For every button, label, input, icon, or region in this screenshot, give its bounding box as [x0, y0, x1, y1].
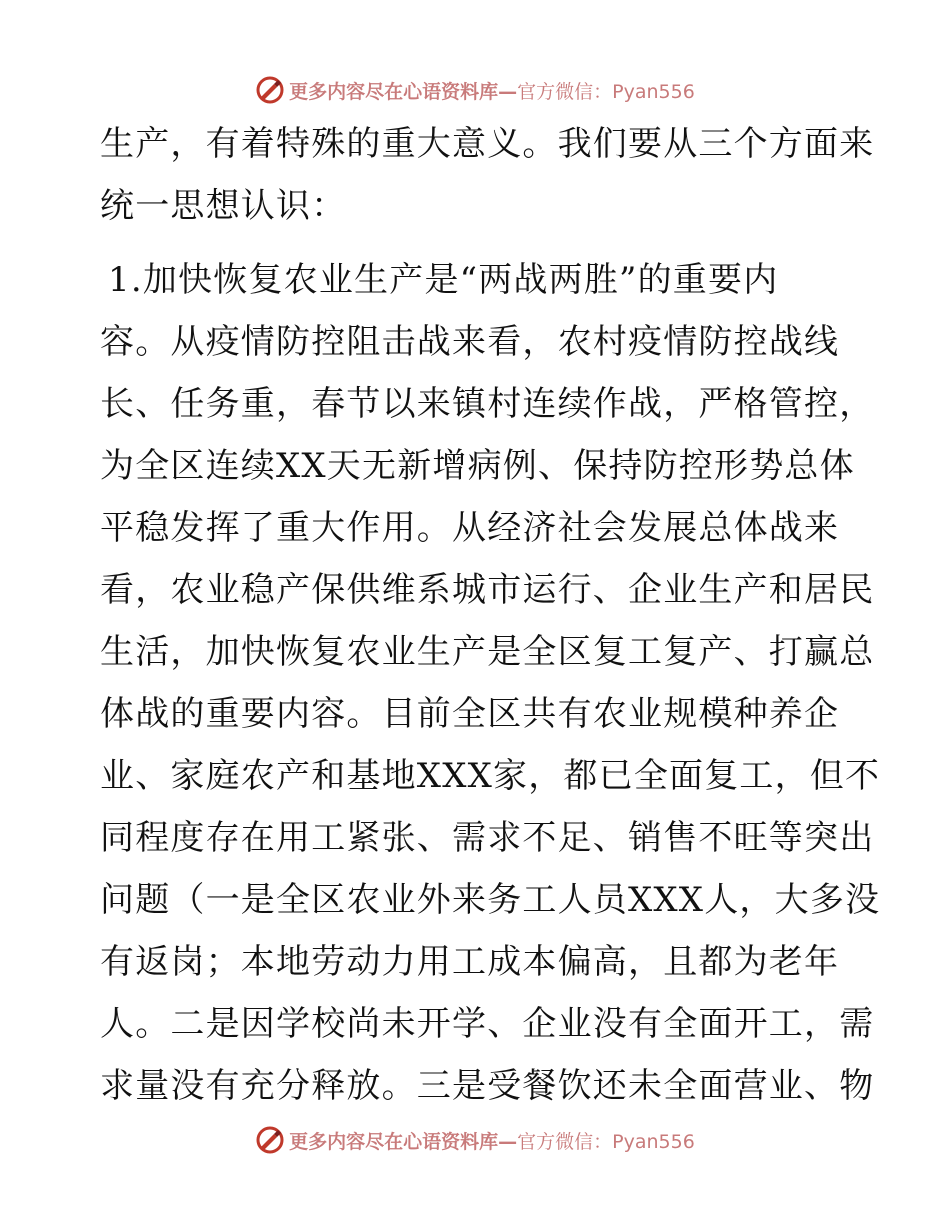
header-watermark	[0, 72, 950, 108]
text-line: 生活，加快恢复农业生产是全区复工复产、打赢总	[100, 632, 875, 672]
pen-logo-icon	[255, 1125, 285, 1155]
text-line: 问题（一是全区农业外来务工人员XXX人，大多没	[100, 880, 881, 920]
text-line: 看，农业稳产保供维系城市运行、企业生产和居民	[100, 570, 875, 610]
watermark-brand: 更多内容尽在心语资料库	[289, 80, 499, 103]
text-line: 平稳发挥了重大作用。从经济社会发展总体战来	[100, 508, 840, 548]
watermark-text	[289, 77, 695, 104]
pen-logo-icon	[255, 75, 285, 105]
text-line: 容。从疫情防控阻击战来看，农村疫情防控战线	[100, 322, 840, 362]
text-line: 业、家庭农产和基地XXX家，都已全面复工，但不	[100, 756, 881, 796]
watermark-contact: 官方微信：Pyan556	[517, 1130, 695, 1153]
text-line: 有返岗；本地劳动力用工成本偏高，且都为老年	[100, 942, 840, 982]
text-line: 同程度存在用工紧张、需求不足、销售不旺等突出	[100, 818, 875, 858]
watermark-contact: 官方微信：Pyan556	[517, 80, 695, 103]
text-line: 长、任务重，春节以来镇村连续作战，严格管控，	[100, 384, 875, 424]
text-line: 1.加快恢复农业生产是“两战两胜”的重要内	[108, 260, 779, 300]
watermark-text	[289, 1127, 695, 1154]
text-line: 生产，有着特殊的重大意义。我们要从三个方面来	[100, 124, 875, 164]
text-line: 统一思想认识：	[100, 186, 347, 226]
text-line: 人。二是因学校尚未开学、企业没有全面开工，需	[100, 1004, 875, 1044]
watermark-dash: —	[498, 80, 518, 103]
watermark-brand: 更多内容尽在心语资料库	[289, 1130, 499, 1153]
text-line: 体战的重要内容。目前全区共有农业规模种养企	[100, 694, 840, 734]
watermark-dash: —	[498, 1130, 518, 1153]
text-line: 为全区连续XX天无新增病例、保持防控形势总体	[100, 446, 855, 486]
footer-watermark	[0, 1122, 950, 1158]
text-line: 求量没有充分释放。三是受餐饮还未全面营业、物	[100, 1066, 875, 1106]
